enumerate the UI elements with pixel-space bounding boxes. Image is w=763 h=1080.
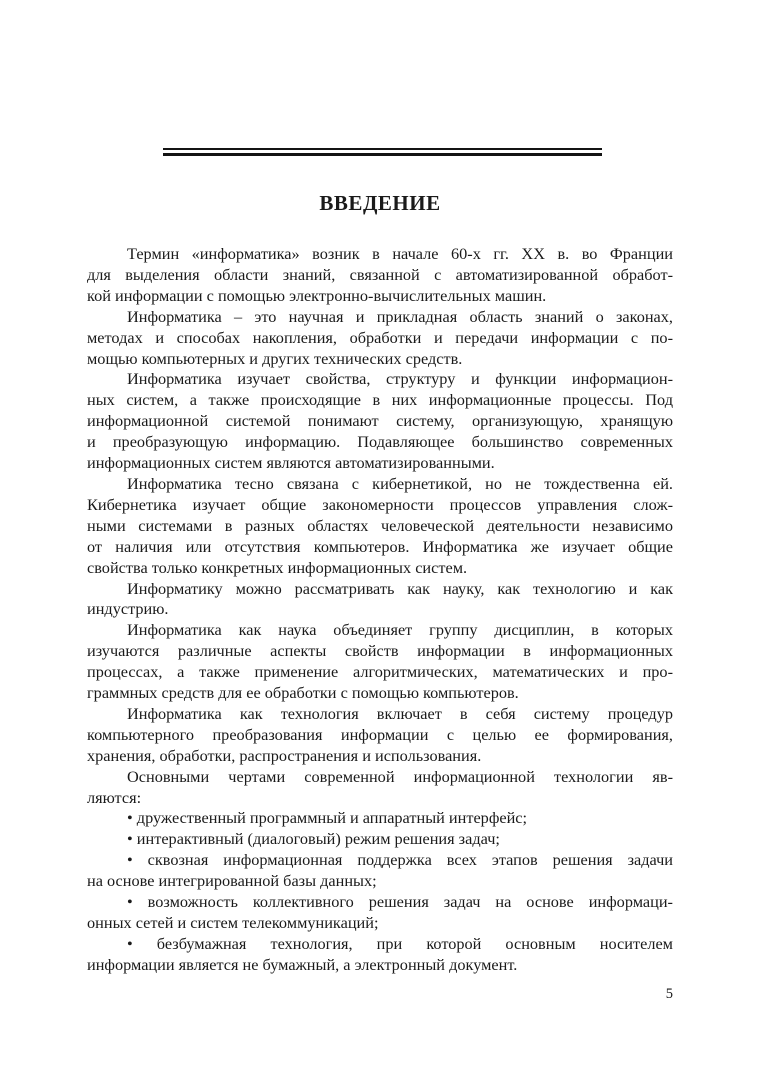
text-line: Термин «информатика» возник в начале 60-х гг. XX в. во Франции [127,244,673,263]
section-divider [163,148,602,156]
text-line: от наличия или отсутствия компьютеров. Информатика же изучает общие [87,536,673,556]
bullet-line: информации является не бумажный, а электронный документ. [87,954,518,974]
bullet-icon: • [127,850,148,870]
bullet-icon: • [127,808,137,828]
bullet-icon: • [127,933,157,953]
text-line: Информатика изучает свойства, структуру и функции информацион- [127,369,673,389]
bullet-line: на основе интегрированной базы данных; [87,871,377,891]
text-line: компьютерного преобразования информации с целью ее формирования, [87,724,673,744]
bullet-line: • возможность коллективного решения задач на основе информаци- [127,892,673,912]
text-line: мощью компьютерных и других технических средств. [87,348,463,368]
bullet-line: • интерактивный (диалоговый) режим решения задач; [127,829,500,849]
text-line: и преобразующую информацию. Подавляющее большинство современных [87,432,673,452]
text-line: Информатика – это научная и прикладная область знаний о законах, [127,306,673,326]
body-text [87,244,673,976]
text-line: Информатика тесно связана с кибернетикой, но не тождественна ей. [127,473,673,493]
text-line: свойства только конкретных информационных систем. [87,557,468,577]
text-line: ных систем, а также происходящие в них информационные процессы. Под [87,390,673,410]
bullet-line: • безбумажная технология, при которой основным носителем [127,933,673,953]
text-line: процессах, а также применение алгоритмических, математических и про- [87,662,673,682]
text-line: индустрию. [87,599,169,619]
text-line: ляются: [87,787,142,807]
text-line: Основными чертами современной информационной технологии яв- [127,766,673,786]
page-number: 5 [665,986,673,1002]
text-line: изучаются различные аспекты свойств информации в информационных [87,641,673,661]
bullet-line: • сквозная информационная поддержка всех этапов решения задачи [127,850,673,870]
text-line: методах и способах накопления, обработки и передачи информации с по- [87,327,673,347]
bullet-line: онных сетей и систем телекоммуникаций; [87,913,379,932]
text-line: Информатика как наука объединяет группу дисциплин, в которых [127,620,673,640]
text-line: Кибернетика изучает общие закономерности процессов управления слож- [87,494,673,514]
text-line: информационной системой понимают систему, организующую, хранящую [87,411,673,431]
text-line: Информатику можно рассматривать как науку, как технологию и как [127,578,673,598]
bullet-icon: • [127,892,148,912]
bullet-icon: • [127,829,137,849]
text-line: информационных систем являются автоматизированными. [87,453,495,473]
text-line: кой информации с помощью электронно-вычислительных машин. [87,285,547,305]
text-line: граммных средств для ее обработки с помощью компьютеров. [87,683,519,703]
text-line: Информатика как технология включает в себя систему процедур [127,703,673,723]
text-line: хранения, обработки, распространения и использования. [87,745,482,765]
page-title: ВВЕДЕНИЕ [319,191,441,216]
bullet-line: • дружественный программный и аппаратный интерфейс; [127,808,528,828]
text-line: для выделения области знаний, связанной с автоматизированной обработ- [87,264,673,284]
text-line: ными системами в разных областях человеческой деятельности независимо [87,515,673,535]
